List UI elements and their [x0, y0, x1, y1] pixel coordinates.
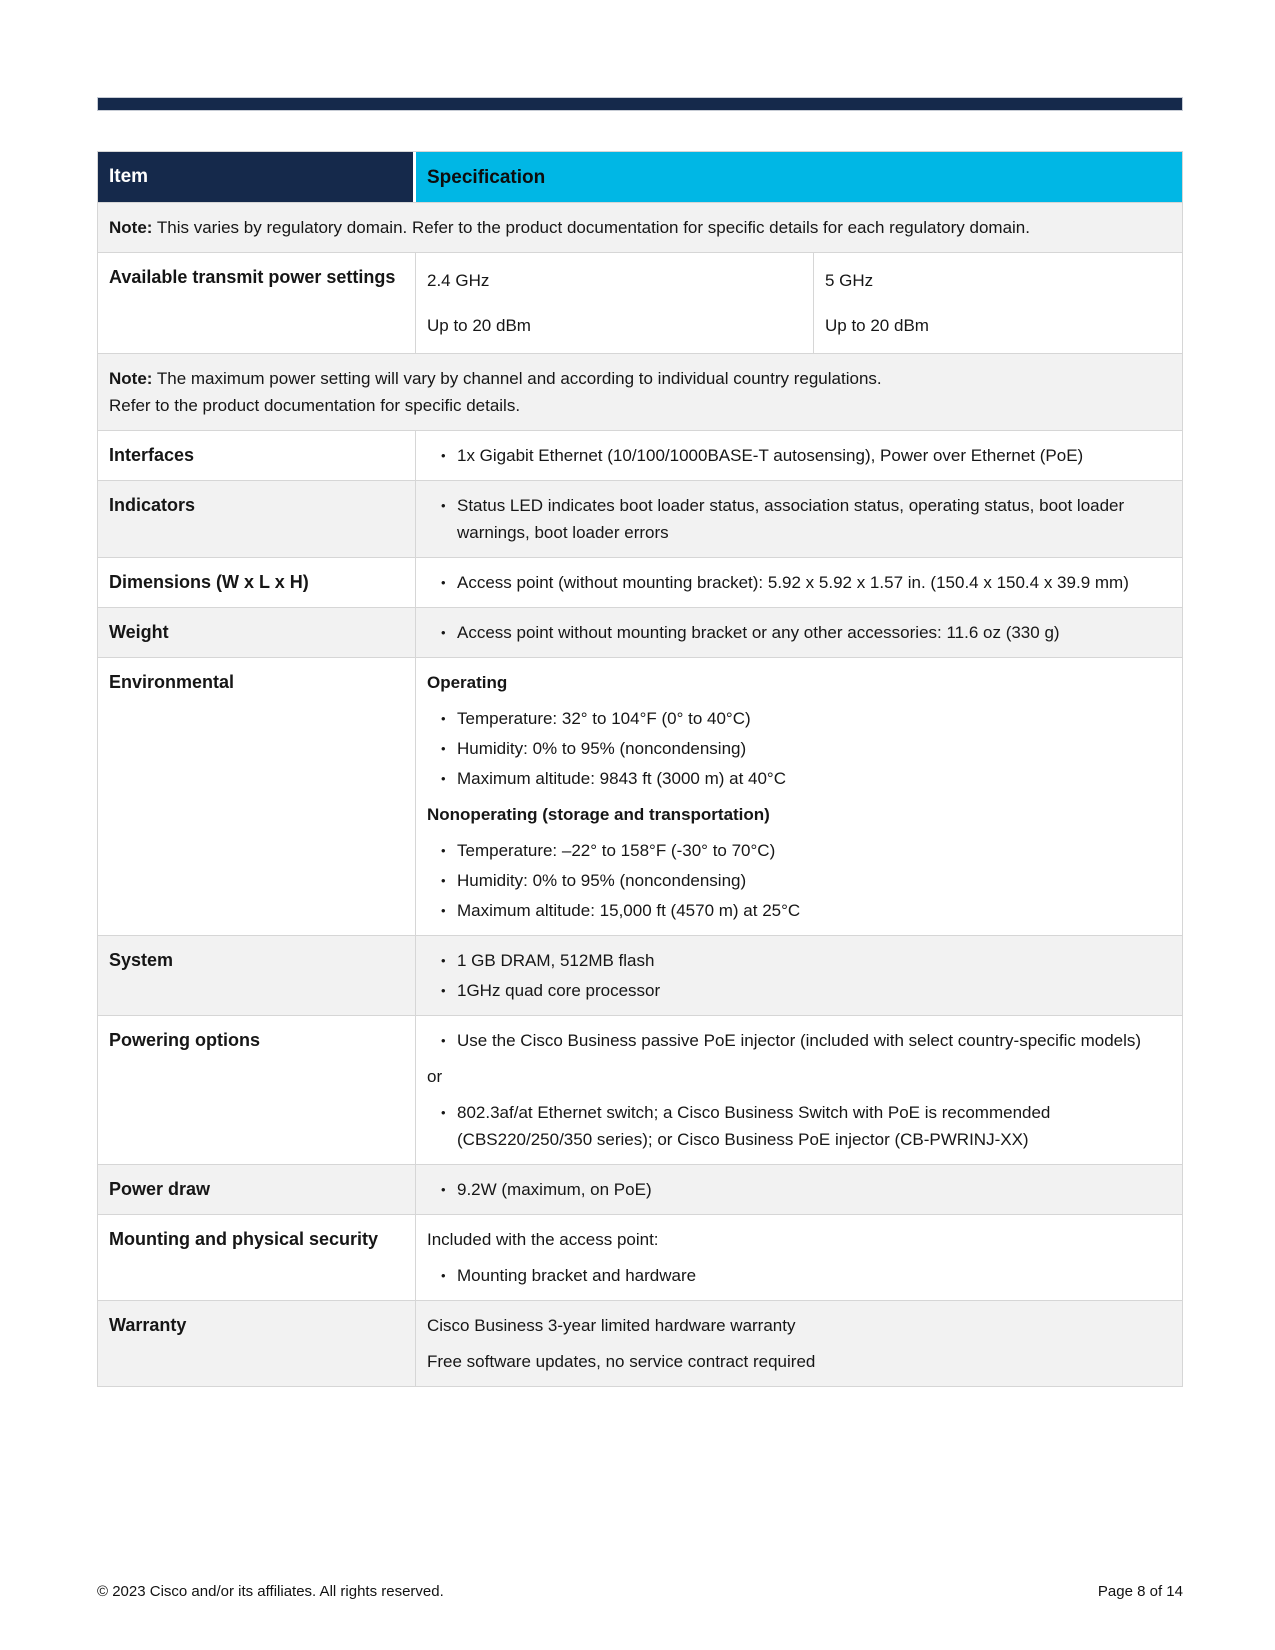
- transmit-24ghz-value: Up to 20 dBm: [427, 316, 531, 335]
- row-warranty: [98, 1300, 1182, 1386]
- note-body: This varies by regulatory domain. Refer to the product documentation for specific details for each regulatory domain.: [156, 218, 1030, 237]
- warranty-line2: Free software updates, no service contract required: [427, 1352, 816, 1371]
- table-header-item: [98, 152, 416, 202]
- list-item: [427, 1262, 1174, 1289]
- spec-mounting: [416, 1215, 1182, 1300]
- row-note-regulatory: [98, 202, 1182, 252]
- spec-table: [97, 151, 1183, 1387]
- label-environmental: Environmental: [98, 658, 416, 935]
- label-indicators: Indicators: [98, 481, 416, 557]
- table-header-row: [98, 152, 1182, 202]
- list-item: [427, 705, 1174, 732]
- row-weight: [98, 607, 1182, 657]
- footer-page-number: Page 8 of 14: [1097, 1583, 1183, 1600]
- spec-environmental: [416, 658, 1182, 935]
- list-item: [427, 735, 1174, 762]
- row-environmental: [98, 657, 1182, 935]
- list-item: [427, 977, 1174, 1004]
- bullet-icon: •: [441, 498, 446, 513]
- spec-indicators: [416, 481, 1182, 557]
- transmit-5ghz-value: Up to 20 dBm: [825, 316, 929, 335]
- list-item: [427, 492, 1174, 546]
- list-item: [427, 1099, 1174, 1153]
- powering-injector: Use the Cisco Business passive PoE injector (included with select country-specific models): [457, 1031, 1142, 1050]
- row-indicators: [98, 480, 1182, 557]
- table-header-specification: [416, 152, 1182, 202]
- list-item: [427, 765, 1174, 792]
- note-regulatory-text: [98, 203, 1182, 252]
- indicators-bullet-text: Status LED indicates boot loader status, association status, operating status, boot loader warnings, boot loader errors: [457, 496, 1125, 542]
- spec-powering-options: [416, 1016, 1182, 1164]
- spec-interfaces: [416, 431, 1182, 480]
- warranty-line1: Cisco Business 3-year limited hardware warranty: [427, 1316, 796, 1335]
- nonoperating-temperature: Temperature: –22° to 158°F (-30° to 70°C): [457, 841, 776, 860]
- spec-warranty: [416, 1301, 1182, 1386]
- row-note-max-power: [98, 353, 1182, 430]
- bullet-icon: •: [441, 983, 446, 998]
- row-mounting: [98, 1214, 1182, 1300]
- spec-system: [416, 936, 1182, 1015]
- power-draw-value: 9.2W (maximum, on PoE): [457, 1180, 652, 1199]
- list-item: [427, 1176, 1174, 1203]
- label-mounting: Mounting and physical security: [98, 1215, 416, 1300]
- row-system: [98, 935, 1182, 1015]
- nonoperating-humidity: Humidity: 0% to 95% (noncondensing): [457, 871, 747, 890]
- nonoperating-heading: Nonoperating (storage and transportation): [427, 805, 770, 824]
- list-item: [427, 947, 1174, 974]
- note-label: Note:: [109, 369, 153, 388]
- list-item: [427, 1027, 1174, 1054]
- bullet-icon: •: [441, 741, 446, 756]
- row-dimensions: [98, 557, 1182, 607]
- top-accent-bar: [97, 97, 1183, 111]
- interfaces-bullet-text: 1x Gigabit Ethernet (10/100/1000BASE-T autosensing), Power over Ethernet (PoE): [457, 446, 1084, 465]
- mounting-bullet-text: Mounting bracket and hardware: [457, 1266, 697, 1285]
- bullet-icon: •: [441, 873, 446, 888]
- note-body: The maximum power setting will vary by channel and according to individual country regulations.: [156, 369, 882, 388]
- bullet-icon: •: [441, 903, 446, 918]
- spec-weight: [416, 608, 1182, 657]
- label-interfaces: Interfaces: [98, 431, 416, 480]
- label-dimensions: Dimensions (W x L x H): [98, 558, 416, 607]
- operating-temperature: Temperature: 32° to 104°F (0° to 40°C): [457, 709, 751, 728]
- bullet-icon: •: [441, 843, 446, 858]
- transmit-24ghz-cell: [416, 253, 814, 353]
- dimensions-bullet-text: Access point (without mounting bracket): 5.92 x 5.92 x 1.57 in. (150.4 x 150.4 x 39.9 mm): [457, 573, 1129, 592]
- row-interfaces: [98, 430, 1182, 480]
- nonoperating-altitude: Maximum altitude: 15,000 ft (4570 m) at 25°C: [457, 901, 801, 920]
- system-memory: 1 GB DRAM, 512MB flash: [457, 951, 655, 970]
- list-item: [427, 897, 1174, 924]
- list-item: [427, 867, 1174, 894]
- header-spec-label: Specification: [427, 166, 546, 188]
- row-powering-options: [98, 1015, 1182, 1164]
- powering-or: or: [427, 1067, 443, 1086]
- label-weight: Weight: [98, 608, 416, 657]
- spec-dimensions: [416, 558, 1182, 607]
- mounting-intro: Included with the access point:: [427, 1230, 659, 1249]
- operating-humidity: Humidity: 0% to 95% (noncondensing): [457, 739, 747, 758]
- bullet-icon: •: [441, 711, 446, 726]
- bullet-icon: •: [441, 575, 446, 590]
- powering-switch: 802.3af/at Ethernet switch; a Cisco Business Switch with PoE is recommended (CBS220/250/350 series); or Cisco Business PoE injector (CB-PWRINJ-XX): [457, 1103, 1051, 1149]
- spec-power-draw: [416, 1165, 1182, 1214]
- label-warranty: Warranty: [98, 1301, 416, 1386]
- label-power-draw: Power draw: [98, 1165, 416, 1214]
- transmit-24ghz-title: 2.4 GHz: [427, 271, 490, 290]
- list-item: [427, 569, 1174, 596]
- bullet-icon: •: [441, 1268, 446, 1283]
- list-item: [427, 442, 1174, 469]
- row-transmit-power: [98, 252, 1182, 353]
- bullet-icon: •: [441, 1033, 446, 1048]
- row-power-draw: [98, 1164, 1182, 1214]
- note-max-power-line2: Refer to the product documentation for specific details.: [109, 396, 521, 415]
- list-item: [427, 619, 1174, 646]
- weight-bullet-text: Access point without mounting bracket or any other accessories: 11.6 oz (330 g): [457, 623, 1060, 642]
- label-powering-options: Powering options: [98, 1016, 416, 1164]
- bullet-icon: •: [441, 448, 446, 463]
- bullet-icon: •: [441, 1105, 446, 1120]
- bullet-icon: •: [441, 625, 446, 640]
- operating-altitude: Maximum altitude: 9843 ft (3000 m) at 40°C: [457, 769, 787, 788]
- page-footer: [97, 1582, 1183, 1602]
- bullet-icon: •: [441, 1182, 446, 1197]
- system-processor: 1GHz quad core processor: [457, 981, 661, 1000]
- operating-heading: Operating: [427, 673, 508, 692]
- footer-copyright: © 2023 Cisco and/or its affiliates. All rights reserved.: [97, 1583, 444, 1600]
- header-item-label: Item: [109, 166, 149, 187]
- label-transmit-power: Available transmit power settings: [98, 253, 416, 353]
- bullet-icon: •: [441, 771, 446, 786]
- transmit-5ghz-title: 5 GHz: [825, 271, 874, 290]
- label-system: System: [98, 936, 416, 1015]
- bullet-icon: •: [441, 953, 446, 968]
- note-max-power-text: [98, 354, 1182, 430]
- list-item: [427, 837, 1174, 864]
- note-label: Note:: [109, 218, 153, 237]
- transmit-5ghz-cell: [814, 253, 1182, 353]
- note-max-power-line1: [109, 365, 1172, 392]
